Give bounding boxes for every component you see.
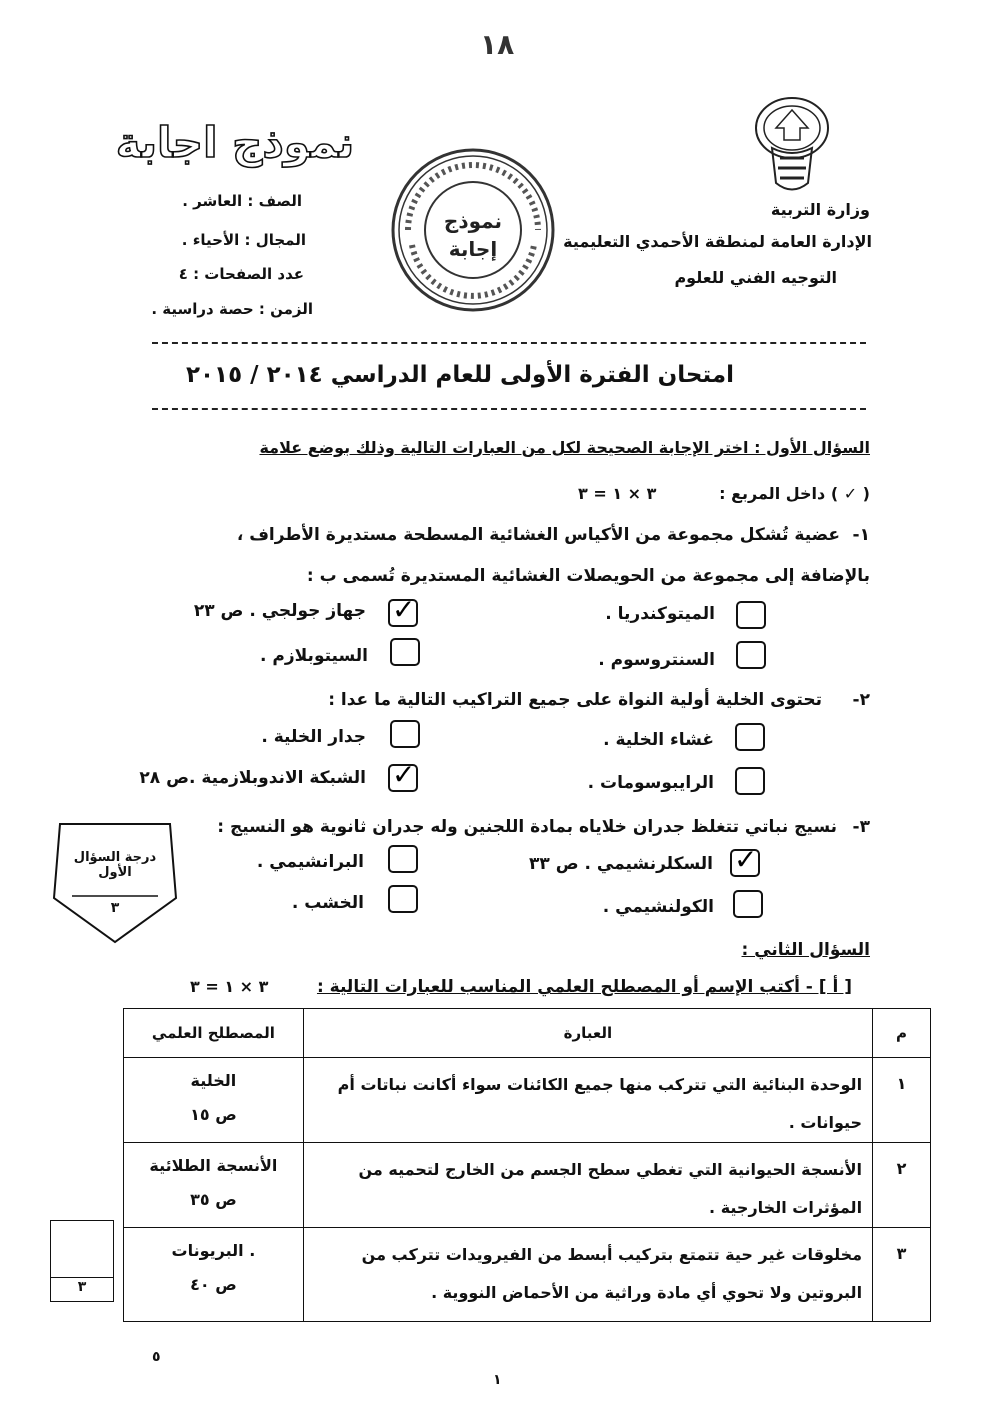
q1-item1-option4: السنتروسوم .: [598, 650, 715, 670]
q2-side-score: ٣: [77, 1279, 87, 1295]
q1-item1-option3: السيتوبلازم .: [260, 646, 368, 666]
q1-item1-number: ١-: [852, 525, 870, 545]
grade-label: الصف : العاشر .: [182, 192, 302, 210]
state-emblem-icon: [742, 88, 842, 198]
q1-item3-option4: الكولنشيمي .: [602, 897, 714, 917]
header-divider: [152, 342, 866, 344]
q1-item2-stem: تحتوى الخلية أولية النواة على جميع التراكيب التالية ما عدا :: [328, 690, 822, 710]
row1-term: الخلية: [190, 1071, 237, 1090]
q1-item2-option1: جدار الخلية .: [261, 727, 366, 747]
q1-item2-option2: غشاء الخلية .: [603, 730, 714, 750]
q1-item3-option3: الخشب .: [291, 893, 364, 913]
q1-item1-option1-checkbox[interactable]: [388, 599, 418, 627]
q1-item2-option3-checkbox[interactable]: [388, 764, 418, 792]
row3-number: ٣: [873, 1228, 931, 1322]
header-term: المصطلح العلمي: [124, 1009, 304, 1058]
field-label: المجال : الأحياء .: [181, 231, 306, 249]
row3-term: البريونات .: [171, 1241, 256, 1260]
q1-grade-label: درجة السؤال الأول: [73, 850, 157, 880]
pages-label: عدد الصفحات : ٤: [178, 265, 304, 283]
row2-number: ٢: [873, 1143, 931, 1228]
q1-item1-option3-checkbox[interactable]: [390, 638, 420, 666]
q1-item2-option1-checkbox[interactable]: [390, 720, 420, 748]
directorate-name: الإدارة العامة لمنطقة الأحمدي التعليمية: [563, 232, 872, 251]
q1-score-formula: ٣ × ١ = ٣: [578, 484, 657, 503]
side-number: ٥: [152, 1349, 161, 1365]
q1-item1-option2-checkbox[interactable]: [736, 601, 766, 629]
q1-item2-option2-checkbox[interactable]: [735, 723, 765, 751]
terms-table: [123, 1008, 931, 1322]
q1-grade-box: [50, 818, 180, 948]
answer-model-title: نموذج اجابة: [115, 118, 355, 167]
q1-item3-stem: نسيج نباتي تتغلظ جدران خلاياه بمادة اللجنين وله جدران ثانوية هو النسيج :: [217, 817, 837, 837]
q1-item3-number: ٣-: [852, 817, 870, 837]
exam-title: امتحان الفترة الأولى للعام الدراسي ٢٠١٤ / ٢٠١٥: [185, 362, 734, 388]
row3-statement: مخلوقات غير حية تتمتع بتركيب أبسط من الفيرويدات تتركب من البروتين ولا تحوي أي مادة وراثية من الأحماض النووية .: [303, 1228, 872, 1322]
q2-side-score-box: [50, 1220, 114, 1302]
department-name: التوجيه الفني للعلوم: [674, 268, 837, 287]
q1-item2-number: ٢-: [852, 690, 870, 710]
stamp-text: نموذج إجابة: [443, 209, 503, 261]
row2-term: الأنسجة الطلائية: [149, 1156, 278, 1175]
ministry-name: وزارة التربية: [770, 200, 870, 219]
table-header-row: [124, 1009, 931, 1058]
q1-item1-option1: جهاز جولجي . ص ٢٣: [193, 601, 366, 621]
top-page-number: ١٨: [480, 28, 515, 61]
header-statement: العبارة: [303, 1009, 872, 1058]
q1-item3-option2: السكلرنشيمي . ص ٣٣: [529, 854, 713, 874]
q1-item3-option1-checkbox[interactable]: [388, 845, 418, 873]
row1-statement: الوحدة البنائية التي تتركب منها جميع الكائنات سواء أكانت نباتات أم حيوانات .: [303, 1058, 872, 1143]
q1-heading: السؤال الأول : اختر الإجابة الصحيحة لكل من العبارات التالية وذلك بوضع علامة: [259, 438, 870, 457]
page-number: ١: [493, 1372, 502, 1388]
answer-model-stamp: [388, 145, 558, 315]
header-number: م: [873, 1009, 931, 1058]
q1-item2-option3: الشبكة الاندوبلازمية .ص ٢٨: [139, 768, 366, 788]
q1-item3-option4-checkbox[interactable]: [733, 890, 763, 918]
q2-score-formula: ٣ × ١ = ٣: [190, 977, 269, 996]
q1-item3-option2-checkbox[interactable]: [730, 849, 760, 877]
q1-item2-option4-checkbox[interactable]: [735, 767, 765, 795]
q1-item3-option3-checkbox[interactable]: [388, 885, 418, 913]
row1-page: ص ١٥: [190, 1105, 237, 1124]
row2-statement: الأنسجة الحيوانية التي تغطي سطح الجسم من الخارج لتحميه من المؤثرات الخارجية .: [303, 1143, 872, 1228]
row1-number: ١: [873, 1058, 931, 1143]
q1-item1-option4-checkbox[interactable]: [736, 641, 766, 669]
q1-item3-option1: البرانشيمي .: [256, 852, 364, 872]
row3-page: ص ٤٠: [190, 1275, 237, 1294]
q1-item2-option4: الرايبوسومات .: [587, 773, 714, 793]
table-row: [124, 1058, 931, 1143]
table-row: [124, 1143, 931, 1228]
q1-item1-stem2: بالإضافة إلى مجموعة من الحويصلات الغشائية المستديرة تُسمى ب :: [306, 566, 870, 586]
q1-item1-stem: عضية تُشكل مجموعة من الأكياس الغشائية المسطحة مستديرة الأطراف ،: [236, 525, 840, 545]
time-label: الزمن : حصة دراسية .: [151, 300, 313, 318]
q2-part-a: [ أ ] - أكتب الإسم أو المصطلح العلمي المناسب للعبارات التالية :: [316, 977, 852, 997]
row2-page: ص ٣٥: [190, 1190, 237, 1209]
q2-heading: السؤال الثاني :: [741, 940, 870, 960]
title-divider: [152, 408, 866, 410]
q1-grade-value: ٣: [110, 900, 120, 916]
q1-heading-line2: ( ✓ ) داخل المربع :: [719, 484, 870, 503]
table-row: [124, 1228, 931, 1322]
q1-item1-option2: الميتوكندريا .: [605, 604, 715, 624]
